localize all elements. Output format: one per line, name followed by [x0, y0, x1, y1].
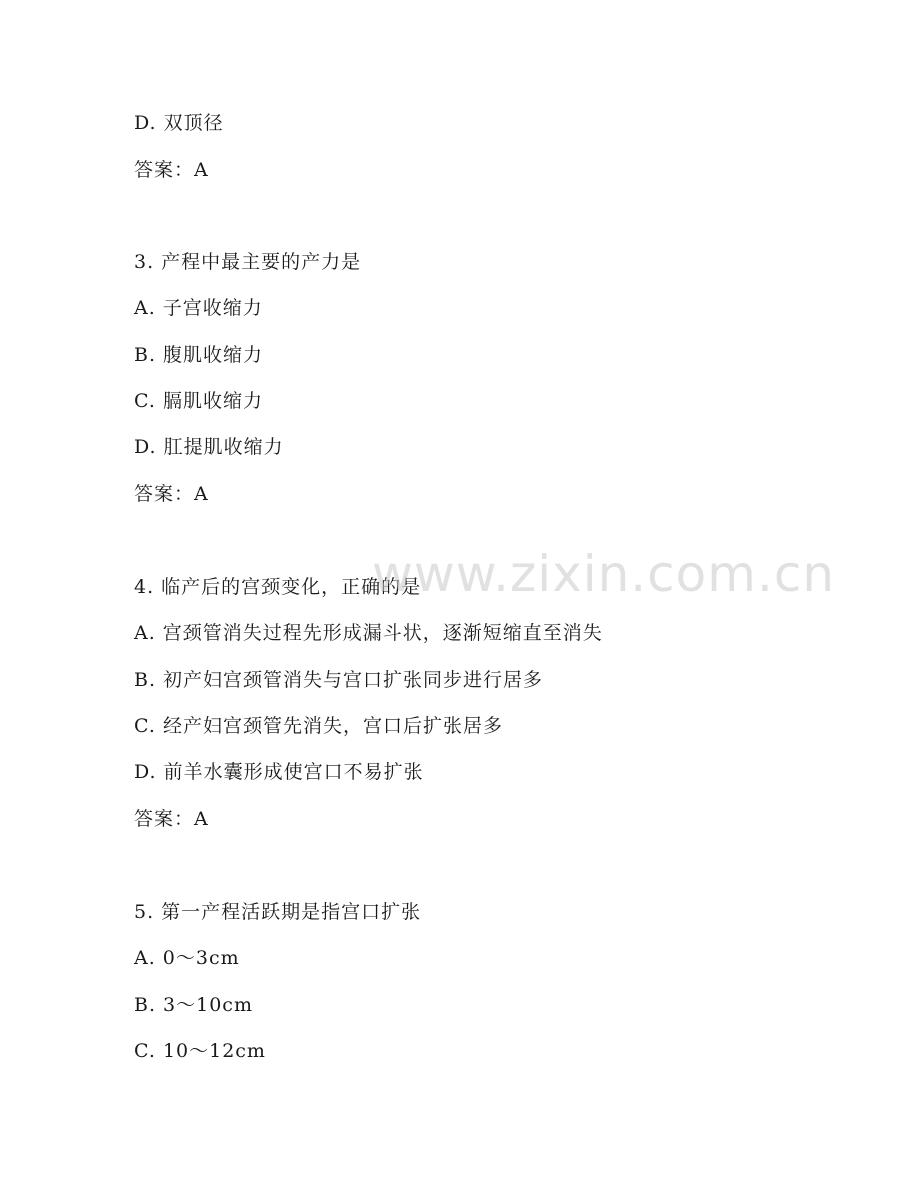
option-c-q3: C. 膈肌收缩力	[134, 390, 263, 412]
option-d-q2: D. 双顶径	[134, 112, 224, 134]
answer-q2: 答案：A	[134, 159, 209, 181]
question-4: 4. 临产后的宫颈变化，正确的是	[134, 576, 422, 598]
option-d-q4: D. 前羊水囊形成使宫口不易扩张	[134, 761, 424, 783]
option-c-q5: C. 10～12cm	[134, 1040, 266, 1062]
answer-q4: 答案：A	[134, 808, 209, 830]
option-a-q5: A. 0～3cm	[134, 947, 240, 969]
option-a-q4: A. 宫颈管消失过程先形成漏斗状，逐渐短缩直至消失	[134, 622, 603, 644]
watermark: www.zixin.com.cn	[372, 545, 836, 603]
answer-q3: 答案：A	[134, 483, 209, 505]
question-5: 5. 第一产程活跃期是指宫口扩张	[134, 901, 422, 923]
option-a-q3: A. 子宫收缩力	[134, 297, 263, 319]
option-b-q5: B. 3～10cm	[134, 994, 253, 1016]
option-d-q3: D. 肛提肌收缩力	[134, 436, 284, 458]
question-3: 3. 产程中最主要的产力是	[134, 251, 362, 273]
option-b-q4: B. 初产妇宫颈管消失与宫口扩张同步进行居多	[134, 669, 544, 691]
option-c-q4: C. 经产妇宫颈管先消失，宫口后扩张居多	[134, 715, 503, 737]
option-b-q3: B. 腹肌收缩力	[134, 344, 264, 366]
